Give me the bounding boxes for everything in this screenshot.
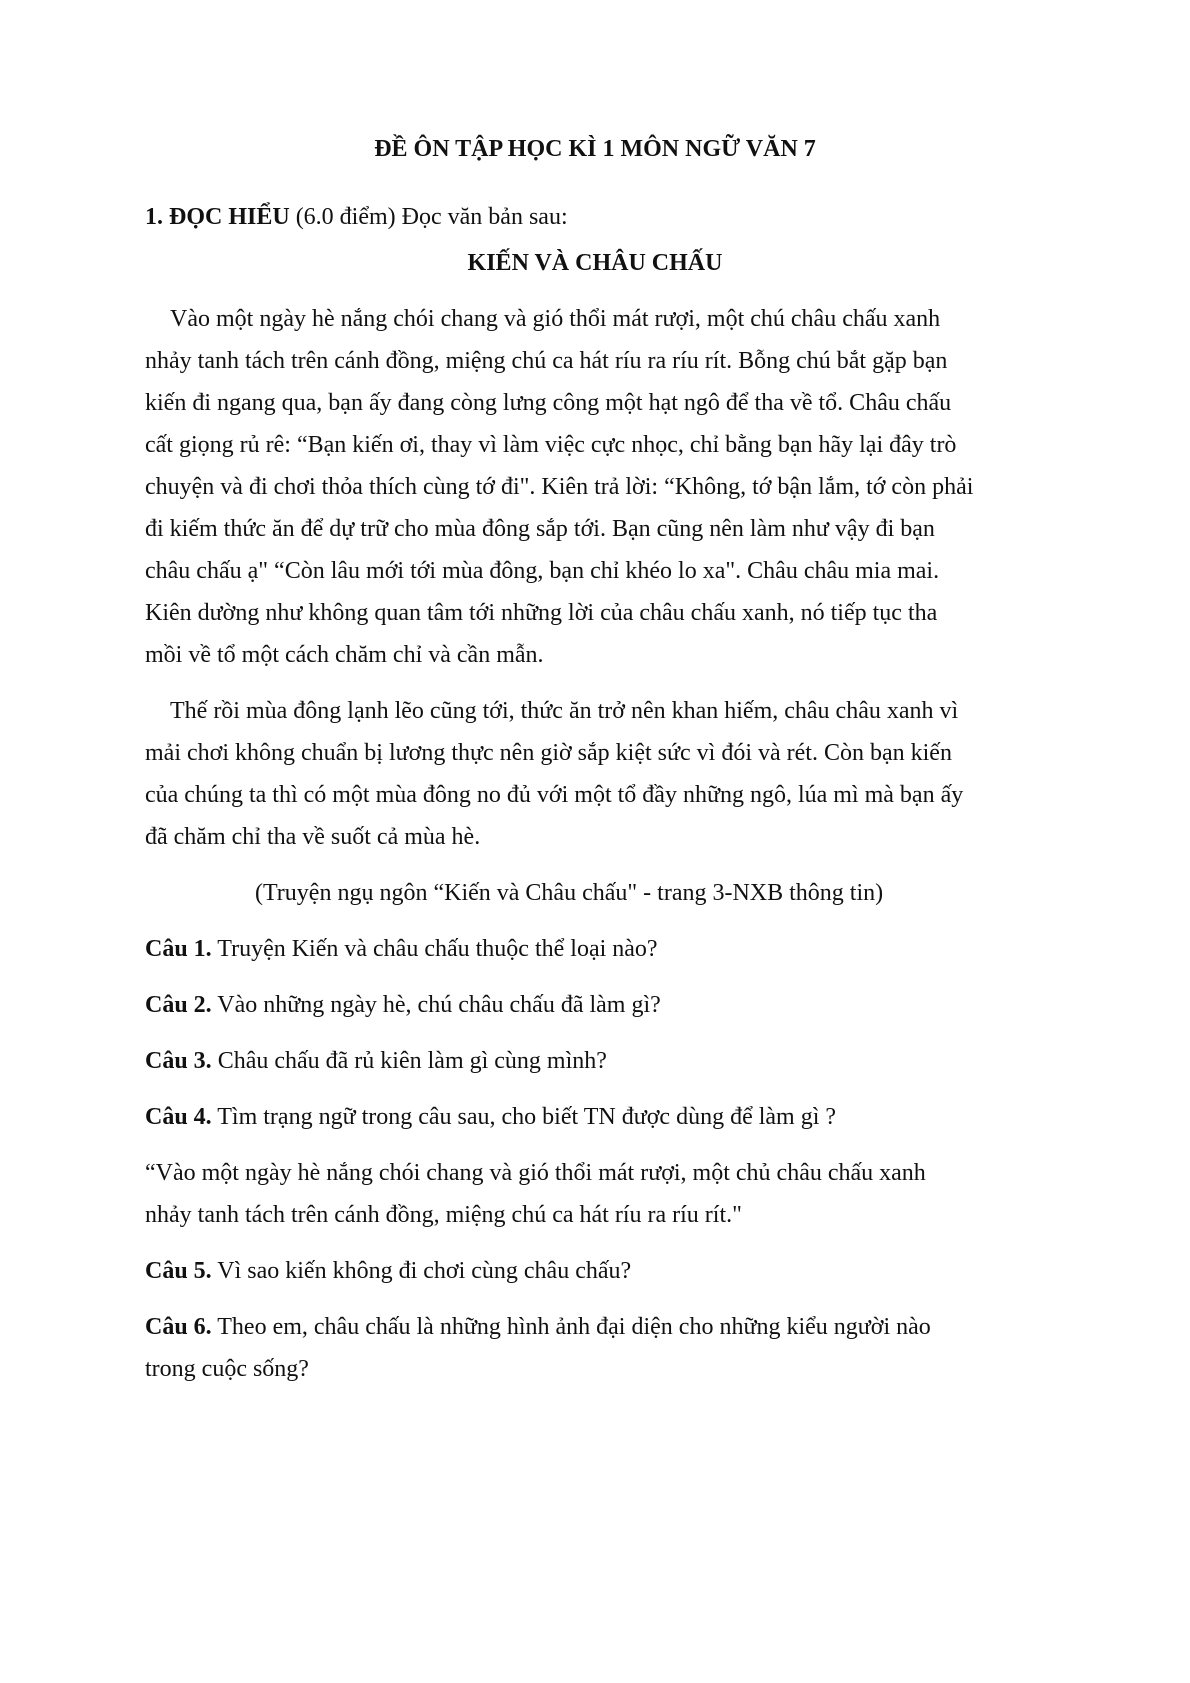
paragraph-2-line: của chúng ta thì có một mùa đông no đủ với một tổ đầy những ngô, lúa mì mà bạn ấy: [145, 782, 964, 808]
question-text: Tìm trạng ngữ trong câu sau, cho biết TN được dùng để làm gì ?: [211, 1104, 837, 1130]
question-label: Câu 5.: [145, 1258, 212, 1284]
section-heading-label: 1. ĐỌC HIỂU: [145, 204, 290, 230]
paragraph-2-line: đã chăm chỉ tha về suốt cả mùa hè.: [145, 824, 481, 850]
question-label: Câu 1.: [145, 936, 212, 962]
source-citation: (Truyện ngụ ngôn “Kiến và Châu chấu" - trang 3-NXB thông tin): [255, 880, 884, 906]
story-title: KIẾN VÀ CHÂU CHẤU: [467, 250, 723, 276]
question-5: [145, 1256, 631, 1286]
question-text: Vì sao kiến không đi chơi cùng châu chấu?: [211, 1258, 632, 1284]
paragraph-1-line: Kiên dường như không quan tâm tới những lời của châu chấu xanh, nó tiếp tục tha: [145, 600, 938, 626]
paragraph-1-line: nhảy tanh tách trên cánh đồng, miệng chú ca hát ríu ra ríu rít. Bỗng chú bắt gặp bạn: [145, 348, 948, 374]
paragraph-1-line: chuyện và đi chơi thỏa thích cùng tớ đi". Kiên trả lời: “Không, tớ bận lắm, tớ còn phải: [145, 474, 974, 500]
question-6: [145, 1312, 931, 1342]
question-1: [145, 934, 658, 964]
paragraph-2-line: Thế rồi mùa đông lạnh lẽo cũng tới, thức ăn trở nên khan hiếm, châu châu xanh vì: [170, 698, 959, 724]
paragraph-2-line: mải chơi không chuẩn bị lương thực nên giờ sắp kiệt sức vì đói và rét. Còn bạn kiến: [145, 740, 952, 766]
question-text: Truyện Kiến và châu chấu thuộc thể loại nào?: [211, 936, 658, 962]
question-text: Châu chấu đã rủ kiên làm gì cùng mình?: [211, 1048, 607, 1074]
paragraph-1-line: Vào một ngày hè nắng chói chang và gió thổi mát rượi, một chú châu chấu xanh: [170, 306, 941, 332]
question-text: Vào những ngày hè, chú châu chấu đã làm gì?: [211, 992, 661, 1018]
question-4: [145, 1102, 836, 1132]
paragraph-1-line: kiến đi ngang qua, bạn ấy đang còng lưng công một hạt ngô để tha về tổ. Châu chấu: [145, 390, 952, 416]
question-label: Câu 3.: [145, 1048, 212, 1074]
question-6-continuation: trong cuộc sống?: [145, 1356, 309, 1382]
question-4-quote-line: “Vào một ngày hè nắng chói chang và gió thổi mát rượi, một chủ châu chấu xanh: [145, 1160, 926, 1186]
paragraph-1-line: cất giọng rủ rê: “Bạn kiến ơi, thay vì làm việc cực nhọc, chỉ bằng bạn hãy lại đây trò: [145, 432, 957, 458]
question-3: [145, 1046, 607, 1076]
question-label: Câu 6.: [145, 1314, 212, 1340]
question-4-quote-line: nhảy tanh tách trên cánh đồng, miệng chú ca hát ríu ra ríu rít.": [145, 1202, 742, 1228]
paragraph-1-line: mồi về tổ một cách chăm chỉ và cần mẫn.: [145, 642, 544, 668]
paragraph-1-line: đi kiếm thức ăn để dự trữ cho mùa đông sắp tới. Bạn cũng nên làm như vậy đi bạn: [145, 516, 935, 542]
section-heading-text: (6.0 điểm) Đọc văn bản sau:: [289, 204, 568, 230]
question-label: Câu 2.: [145, 992, 212, 1018]
document-title: ĐỀ ÔN TẬP HỌC KÌ 1 MÔN NGỮ VĂN 7: [374, 136, 816, 162]
question-2: [145, 990, 661, 1020]
question-label: Câu 4.: [145, 1104, 212, 1130]
section-heading: [145, 202, 568, 232]
paragraph-1-line: châu chấu ạ" “Còn lâu mới tới mùa đông, bạn chỉ khéo lo xa". Châu châu mia mai.: [145, 558, 940, 584]
question-text: Theo em, châu chấu là những hình ảnh đại diện cho những kiểu người nào: [211, 1314, 931, 1340]
